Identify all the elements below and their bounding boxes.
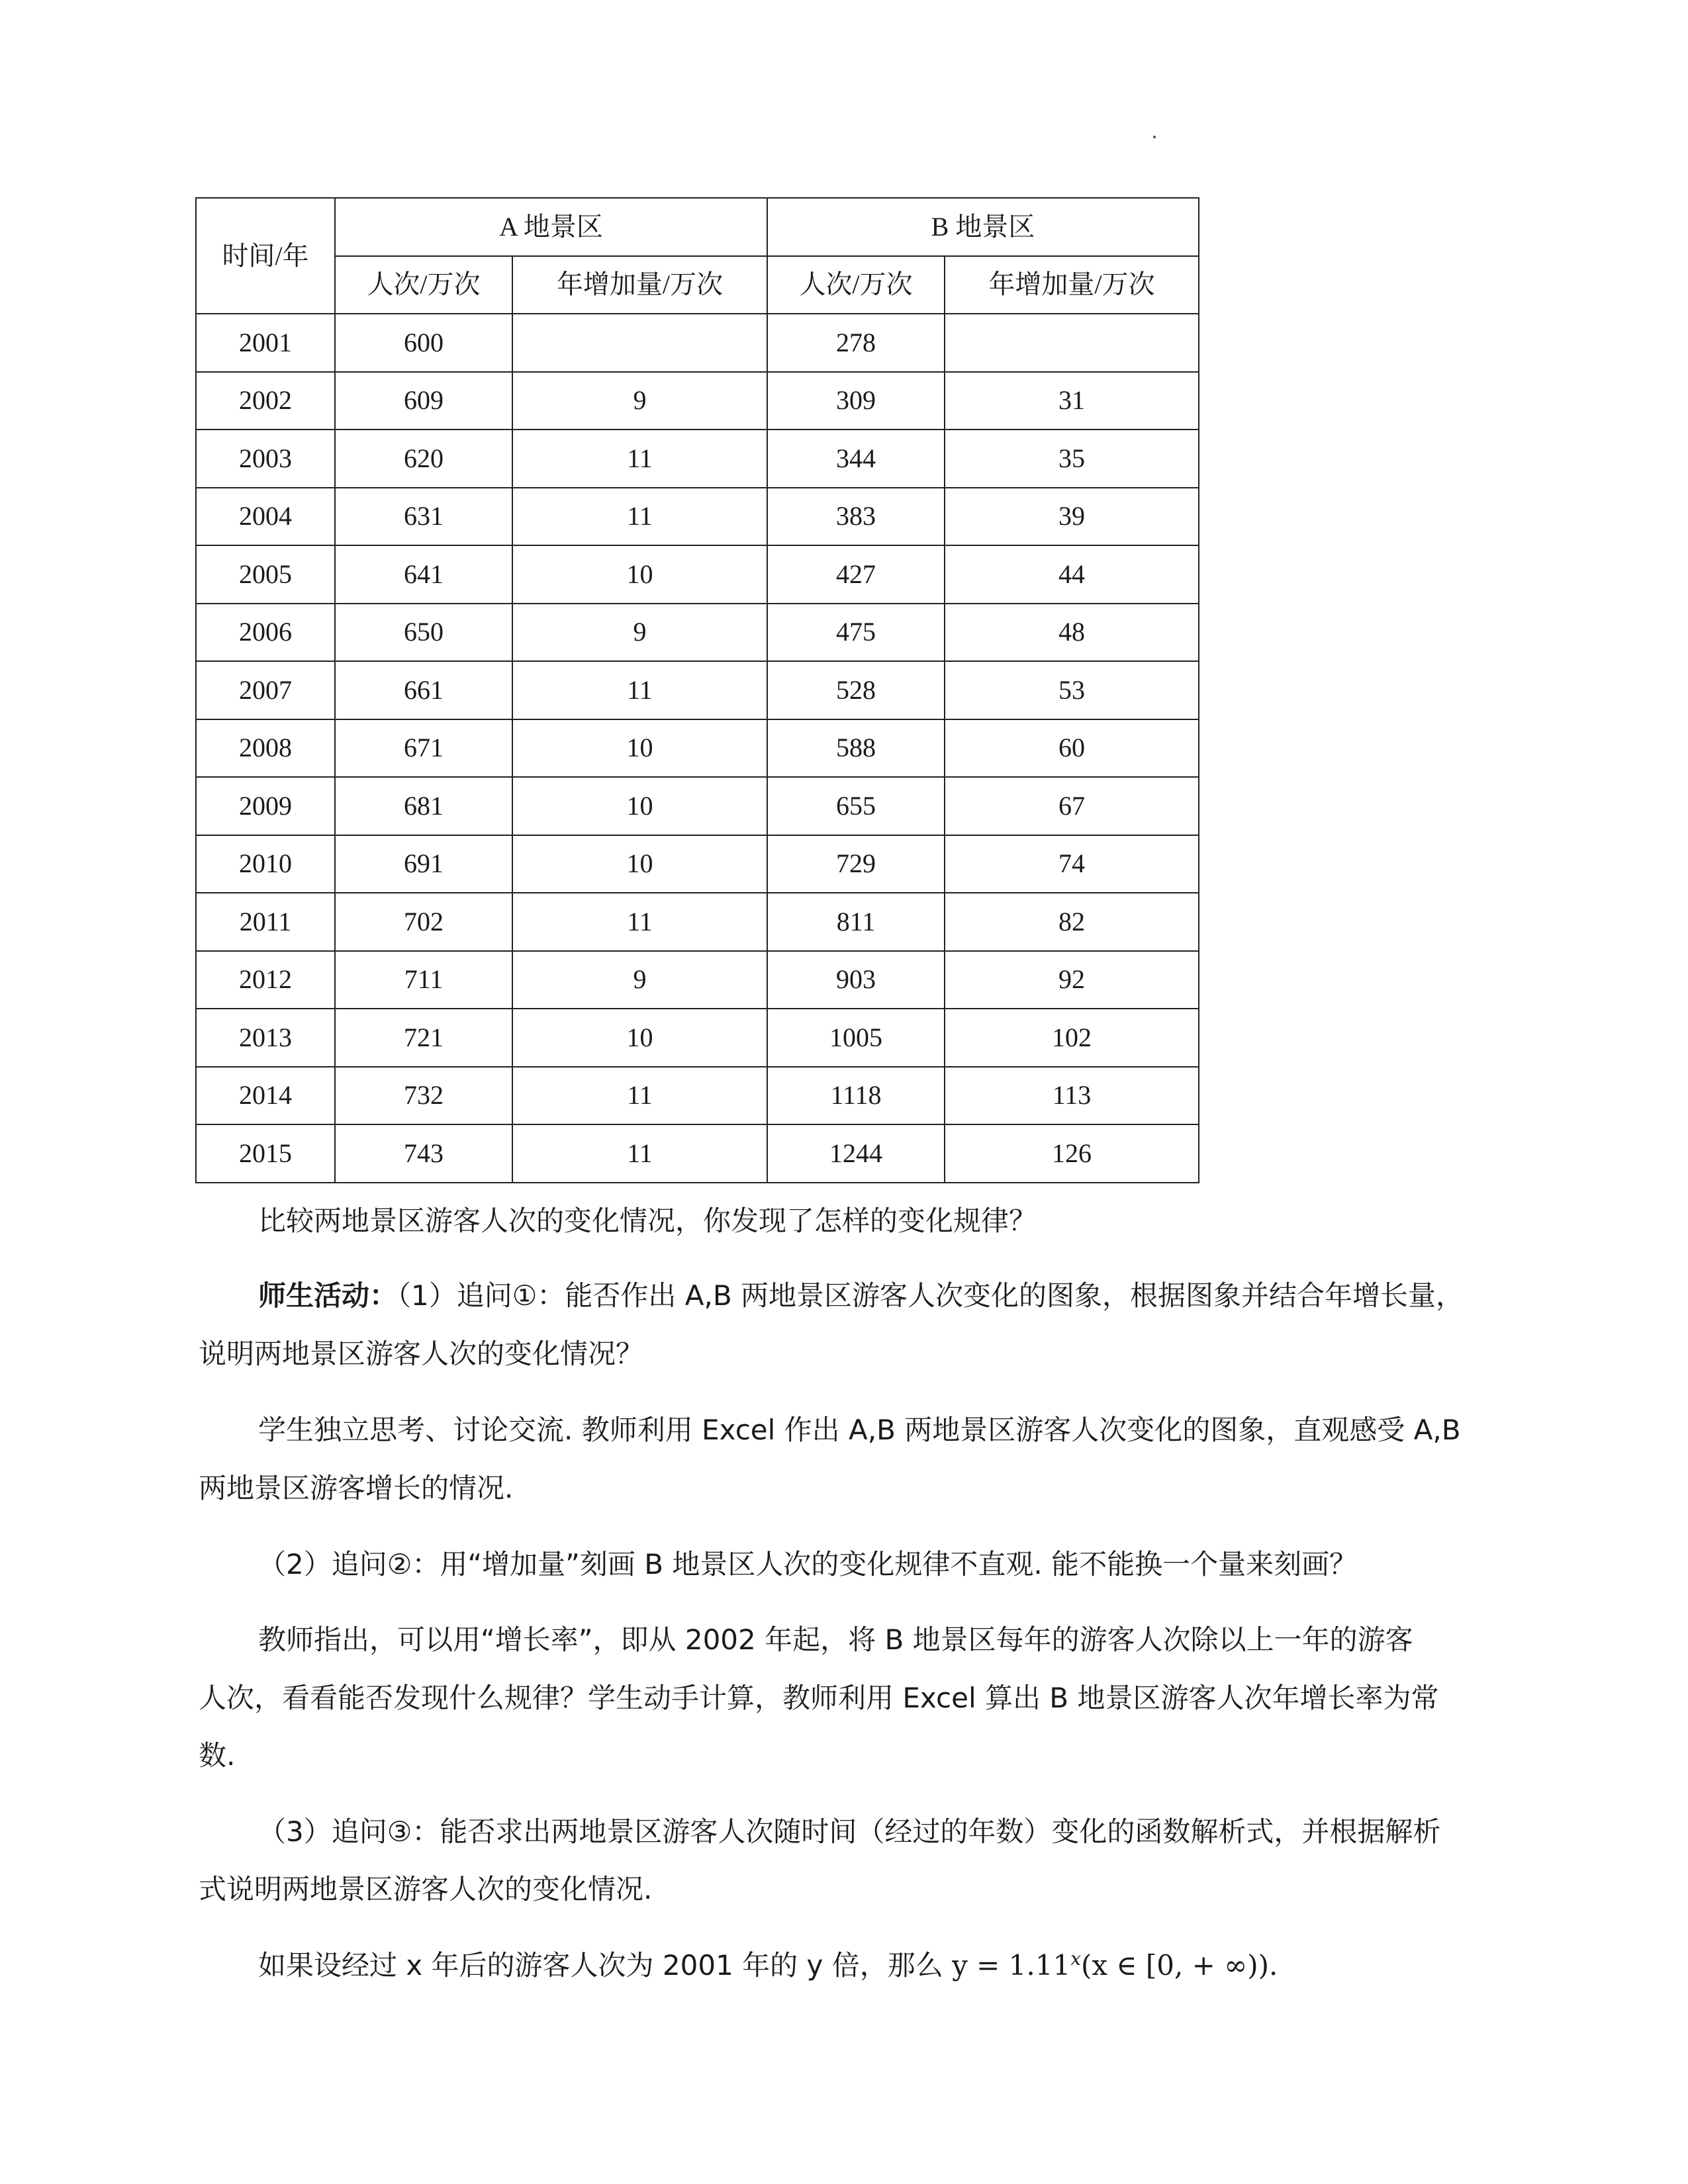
value-cell: 11 xyxy=(512,661,767,719)
year-cell: 2004 xyxy=(196,488,335,546)
value-cell: 655 xyxy=(767,777,945,835)
table-row xyxy=(196,1124,1199,1183)
group-b-header: B 地景区 xyxy=(767,198,1199,256)
value-cell: 383 xyxy=(767,488,945,546)
table-row xyxy=(196,545,1199,604)
value-cell: 600 xyxy=(335,314,512,372)
table-row xyxy=(196,719,1199,778)
paragraph-5-line2: 式说明两地景区游客人次的变化情况. xyxy=(199,1873,653,1905)
value-cell: 82 xyxy=(945,893,1199,951)
paragraph-4-line3: 数. xyxy=(199,1739,236,1772)
value-cell: 39 xyxy=(945,488,1199,546)
sub-header: 人次/万次 xyxy=(767,256,945,314)
year-cell: 2014 xyxy=(196,1067,335,1125)
activity-label: 师生活动： xyxy=(258,1279,398,1312)
value-cell: 681 xyxy=(335,777,512,835)
table-row xyxy=(196,835,1199,893)
table-row xyxy=(196,430,1199,488)
value-cell: 721 xyxy=(335,1009,512,1067)
value-cell: 729 xyxy=(767,835,945,893)
value-cell: 743 xyxy=(335,1124,512,1183)
year-cell: 2007 xyxy=(196,661,335,719)
table-row xyxy=(196,604,1199,662)
value-cell: 1118 xyxy=(767,1067,945,1125)
paragraph-4-line2: 人次，看看能否发现什么规律？学生动手计算，教师利用 Excel 算出 B 地景区游客人次年增长率为常 xyxy=(199,1682,1439,1714)
value-cell: 11 xyxy=(512,1124,767,1183)
year-cell: 2015 xyxy=(196,1124,335,1183)
paragraph-4-line1: 教师指出，可以用“增长率”，即从 2002 年起，将 B 地景区每年的游客人次除以上一年的游客 xyxy=(258,1623,1413,1656)
table-body xyxy=(196,314,1199,1183)
value-cell: 9 xyxy=(512,604,767,662)
value-cell: 1005 xyxy=(767,1009,945,1067)
visitor-data-table xyxy=(195,197,1199,1183)
value-cell: 11 xyxy=(512,893,767,951)
value-cell: 631 xyxy=(335,488,512,546)
value-cell: 650 xyxy=(335,604,512,662)
value-cell: 528 xyxy=(767,661,945,719)
table-row xyxy=(196,777,1199,835)
value-cell: 10 xyxy=(512,1009,767,1067)
value-cell: 102 xyxy=(945,1009,1199,1067)
value-cell: 11 xyxy=(512,430,767,488)
header-row-sub xyxy=(196,256,1199,314)
value-cell: 10 xyxy=(512,777,767,835)
formula-exponent: x xyxy=(1070,1948,1081,1970)
value-cell: 11 xyxy=(512,1067,767,1125)
year-cell: 2012 xyxy=(196,951,335,1009)
year-cell: 2009 xyxy=(196,777,335,835)
paragraph-3-line1: （2）追问②：用“增加量”刻画 B 地景区人次的变化规律不直观. 能不能换一个量来刻画？ xyxy=(258,1548,1358,1580)
value-cell: 702 xyxy=(335,893,512,951)
value-cell: 711 xyxy=(335,951,512,1009)
year-header: 时间/年 xyxy=(196,198,335,314)
value-cell: 44 xyxy=(945,545,1199,604)
year-cell: 2002 xyxy=(196,372,335,430)
group-a-header: A 地景区 xyxy=(335,198,767,256)
table-row xyxy=(196,488,1199,546)
year-cell: 2006 xyxy=(196,604,335,662)
value-cell: 671 xyxy=(335,719,512,778)
formula-prefix: 如果设经过 x 年后的游客人次为 2001 年的 y 倍，那么 xyxy=(258,1949,953,1981)
year-cell: 2005 xyxy=(196,545,335,604)
value-cell: 9 xyxy=(512,372,767,430)
header-row-group xyxy=(196,198,1199,256)
sub-header: 年增加量/万次 xyxy=(512,256,767,314)
formula xyxy=(952,1949,1278,1981)
value-cell: 35 xyxy=(945,430,1199,488)
year-cell: 2008 xyxy=(196,719,335,778)
value-cell: 48 xyxy=(945,604,1199,662)
value-cell: 641 xyxy=(335,545,512,604)
table-row xyxy=(196,893,1199,951)
sub-header: 人次/万次 xyxy=(335,256,512,314)
value-cell: 113 xyxy=(945,1067,1199,1125)
paragraph-5-line1: （3）追问③：能否求出两地景区游客人次随时间（经过的年数）变化的函数解析式，并根据解析 xyxy=(258,1815,1441,1848)
table-row xyxy=(196,951,1199,1009)
table-row xyxy=(196,372,1199,430)
value-cell: 10 xyxy=(512,545,767,604)
value-cell: 609 xyxy=(335,372,512,430)
value-cell: 811 xyxy=(767,893,945,951)
value-cell: 60 xyxy=(945,719,1199,778)
value-cell: 126 xyxy=(945,1124,1199,1183)
value-cell: 11 xyxy=(512,488,767,546)
value-cell xyxy=(512,314,767,372)
paragraph-2-line2: 两地景区游客增长的情况. xyxy=(199,1472,514,1504)
activity-paragraph-line1 xyxy=(258,1281,1464,1311)
table-row xyxy=(196,1067,1199,1125)
value-cell: 691 xyxy=(335,835,512,893)
value-cell: 67 xyxy=(945,777,1199,835)
value-cell: 661 xyxy=(335,661,512,719)
value-cell: 427 xyxy=(767,545,945,604)
value-cell: 9 xyxy=(512,951,767,1009)
value-cell xyxy=(945,314,1199,372)
value-cell: 10 xyxy=(512,835,767,893)
value-cell: 309 xyxy=(767,372,945,430)
activity-text: （1）追问①：能否作出 A,B 两地景区游客人次变化的图象，根据图象并结合年增长量， xyxy=(397,1279,1464,1312)
table-row xyxy=(196,1009,1199,1067)
formula-base: y = 1.11 xyxy=(952,1949,1071,1981)
formula-tail: (x ∈ [0, + ∞)). xyxy=(1081,1949,1278,1981)
table-row xyxy=(196,314,1199,372)
paragraph-2-line1: 学生独立思考、讨论交流. 教师利用 Excel 作出 A,B 两地景区游客人次变化的图象，直观感受 A,B xyxy=(258,1414,1461,1446)
sub-header: 年增加量/万次 xyxy=(945,256,1199,314)
year-cell: 2013 xyxy=(196,1009,335,1067)
year-cell: 2003 xyxy=(196,430,335,488)
year-cell: 2011 xyxy=(196,893,335,951)
stray-dot xyxy=(1153,136,1156,138)
value-cell: 732 xyxy=(335,1067,512,1125)
value-cell: 92 xyxy=(945,951,1199,1009)
value-cell: 1244 xyxy=(767,1124,945,1183)
value-cell: 344 xyxy=(767,430,945,488)
value-cell: 903 xyxy=(767,951,945,1009)
year-cell: 2001 xyxy=(196,314,335,372)
value-cell: 475 xyxy=(767,604,945,662)
paragraph-6 xyxy=(258,1950,1278,1981)
value-cell: 620 xyxy=(335,430,512,488)
table-row xyxy=(196,661,1199,719)
activity-paragraph-line2: 说明两地景区游客人次的变化情况？ xyxy=(199,1338,644,1370)
value-cell: 278 xyxy=(767,314,945,372)
value-cell: 10 xyxy=(512,719,767,778)
year-cell: 2010 xyxy=(196,835,335,893)
value-cell: 31 xyxy=(945,372,1199,430)
value-cell: 53 xyxy=(945,661,1199,719)
question-text: 比较两地景区游客人次的变化情况，你发现了怎样的变化规律？ xyxy=(258,1205,1037,1237)
value-cell: 588 xyxy=(767,719,945,778)
value-cell: 74 xyxy=(945,835,1199,893)
